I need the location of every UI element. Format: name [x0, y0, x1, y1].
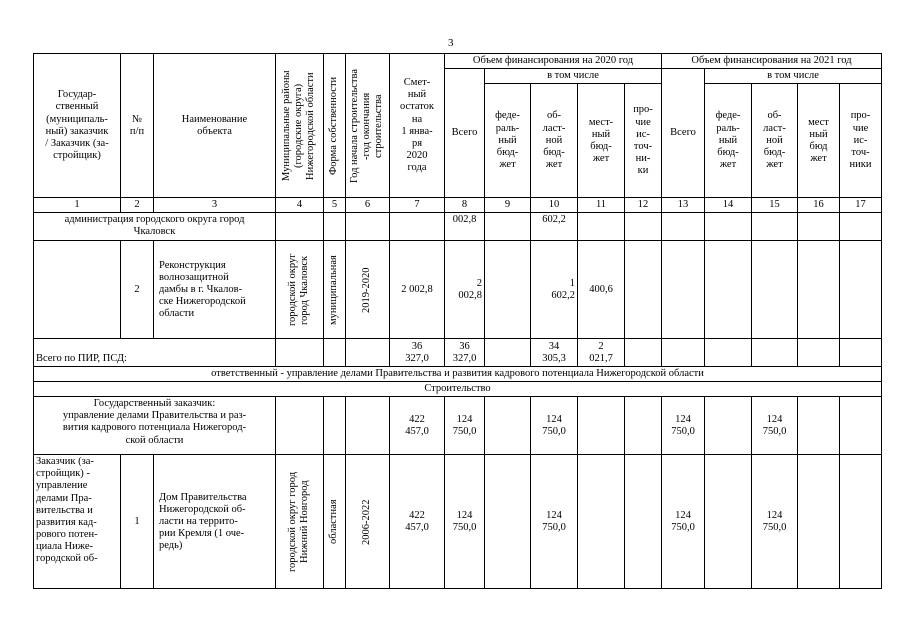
- hdr-other-2020: про- чие ис- точ- ни- ки: [625, 84, 662, 198]
- ownership: областная: [324, 455, 346, 589]
- cell-c8: 2 002,8: [445, 241, 485, 339]
- colnum: 6: [346, 198, 390, 213]
- cell-c15: 124 750,0: [752, 397, 798, 455]
- cell-c7: 422 457,0: [390, 397, 445, 455]
- hdr-num: № п/п: [121, 54, 154, 198]
- table-row: [34, 241, 882, 339]
- hdr-customer: Государ- ственный (муниципаль- ный) заказчик / Заказчик (за- стройщик): [34, 54, 121, 198]
- colnum: 16: [798, 198, 840, 213]
- colnum: 14: [705, 198, 752, 213]
- colnum: 2: [121, 198, 154, 213]
- hdr-incl-2020: в том числе: [485, 69, 662, 84]
- hdr-districts: Муниципальные районы (городские округа) Нижегородской области: [276, 54, 324, 198]
- colnum: 1: [34, 198, 121, 213]
- cell-c8: 124 750,0: [445, 455, 485, 589]
- object-name: Реконструкция волнозащитной дамбы в г. Чкалов- ске Нижегородской области: [154, 241, 276, 339]
- colnum: 9: [485, 198, 531, 213]
- hdr-fin-2021: Объем финансирования на 2021 год: [662, 54, 882, 69]
- ownership: муниципальная: [324, 241, 346, 339]
- colnum: 7: [390, 198, 445, 213]
- hdr-total-2020: Всего: [445, 69, 485, 198]
- colnum: 8: [445, 198, 485, 213]
- header-row-1: [34, 54, 882, 69]
- cell-c10: 1 602,2: [531, 241, 578, 339]
- district: городской округ город Нижний Новгород: [276, 455, 324, 589]
- cell-c8: 36 327,0: [445, 339, 485, 367]
- page-number: 3: [448, 37, 454, 49]
- hdr-local-2021: мест ный бюд жет: [798, 84, 840, 198]
- cell-c10: 602,2: [531, 213, 578, 241]
- colnum: 15: [752, 198, 798, 213]
- cell-c11: 400,6: [578, 241, 625, 339]
- row-label: Всего по ПИР, ПСД:: [34, 339, 276, 367]
- hdr-regional-2021: об- ласт- ной бюд- жет: [752, 84, 798, 198]
- table-row: [34, 397, 882, 455]
- hdr-ownership: Форма собственности: [324, 54, 346, 198]
- cell-c13: 124 750,0: [662, 397, 705, 455]
- cell-c15: 124 750,0: [752, 455, 798, 589]
- cell-c8: 124 750,0: [445, 397, 485, 455]
- row-num: 1: [121, 455, 154, 589]
- hdr-other-2021: про- чие ис- точ- ники: [840, 84, 882, 198]
- cell-c8: 002,8: [445, 213, 485, 241]
- responsible-label: ответственный - управление делами Правительства и развития кадрового потенциала Нижегородской области: [34, 367, 882, 382]
- hdr-total-2021: Всего: [662, 69, 705, 198]
- colnum: 5: [324, 198, 346, 213]
- cell-c7: 36 327,0: [390, 339, 445, 367]
- colnum: 17: [840, 198, 882, 213]
- hdr-regional-2020: об- ласт- ной бюд- жет: [531, 84, 578, 198]
- colnum: 4: [276, 198, 324, 213]
- hdr-years: Год начала строительства -год окончания строительства: [346, 54, 390, 198]
- years: 2006-2022: [346, 455, 390, 589]
- colnum: 12: [625, 198, 662, 213]
- row-label: Государственный заказчик: управление делами Правительства и раз- вития кадрового потенциала Нижегород- ской области: [34, 397, 276, 455]
- hdr-local-2020: мест- ный бюд- жет: [578, 84, 625, 198]
- colnum: 11: [578, 198, 625, 213]
- hdr-remaining: Смет- ный остаток на 1 янва- ря 2020 года: [390, 54, 445, 198]
- hdr-fin-2020: Объем финансирования на 2020 год: [445, 54, 662, 69]
- years: 2019-2020: [346, 241, 390, 339]
- section-row: [34, 367, 882, 382]
- cell-c10: 124 750,0: [531, 455, 578, 589]
- district: городской округ город Чкаловск: [276, 241, 324, 339]
- customer-label: Заказчик (за- стройщик) - управление делами Пра- вительства и развития кад- рового потен- циала Ниже- городской об-: [34, 455, 121, 589]
- colnum: 3: [154, 198, 276, 213]
- cell-c10: 34 305,3: [531, 339, 578, 367]
- construction-label: Строительство: [34, 382, 882, 397]
- hdr-incl-2021: в том числе: [705, 69, 882, 84]
- cell-c13: 124 750,0: [662, 455, 705, 589]
- colnum: 13: [662, 198, 705, 213]
- section-row: [34, 382, 882, 397]
- row-num: 2: [121, 241, 154, 339]
- table-row: [34, 455, 882, 589]
- financing-table: [33, 53, 882, 589]
- hdr-federal-2020: феде- раль- ный бюд- жет: [485, 84, 531, 198]
- cell-c7: 2 002,8: [390, 241, 445, 339]
- colnum: 10: [531, 198, 578, 213]
- hdr-federal-2021: феде- раль- ный бюд- жет: [705, 84, 752, 198]
- cell-c7: 422 457,0: [390, 455, 445, 589]
- cell-c11: 2 021,7: [578, 339, 625, 367]
- table-row: [34, 213, 882, 241]
- cell-c10: 124 750,0: [531, 397, 578, 455]
- hdr-object-name: Наименование объекта: [154, 54, 276, 198]
- row-label: администрация городского округа город Чкаловск: [34, 213, 276, 241]
- column-numbers-row: [34, 198, 882, 213]
- table-row-total: [34, 339, 882, 367]
- object-name: Дом Правительства Нижегородской об- ласти на террито- рии Кремля (1 оче- редь): [154, 455, 276, 589]
